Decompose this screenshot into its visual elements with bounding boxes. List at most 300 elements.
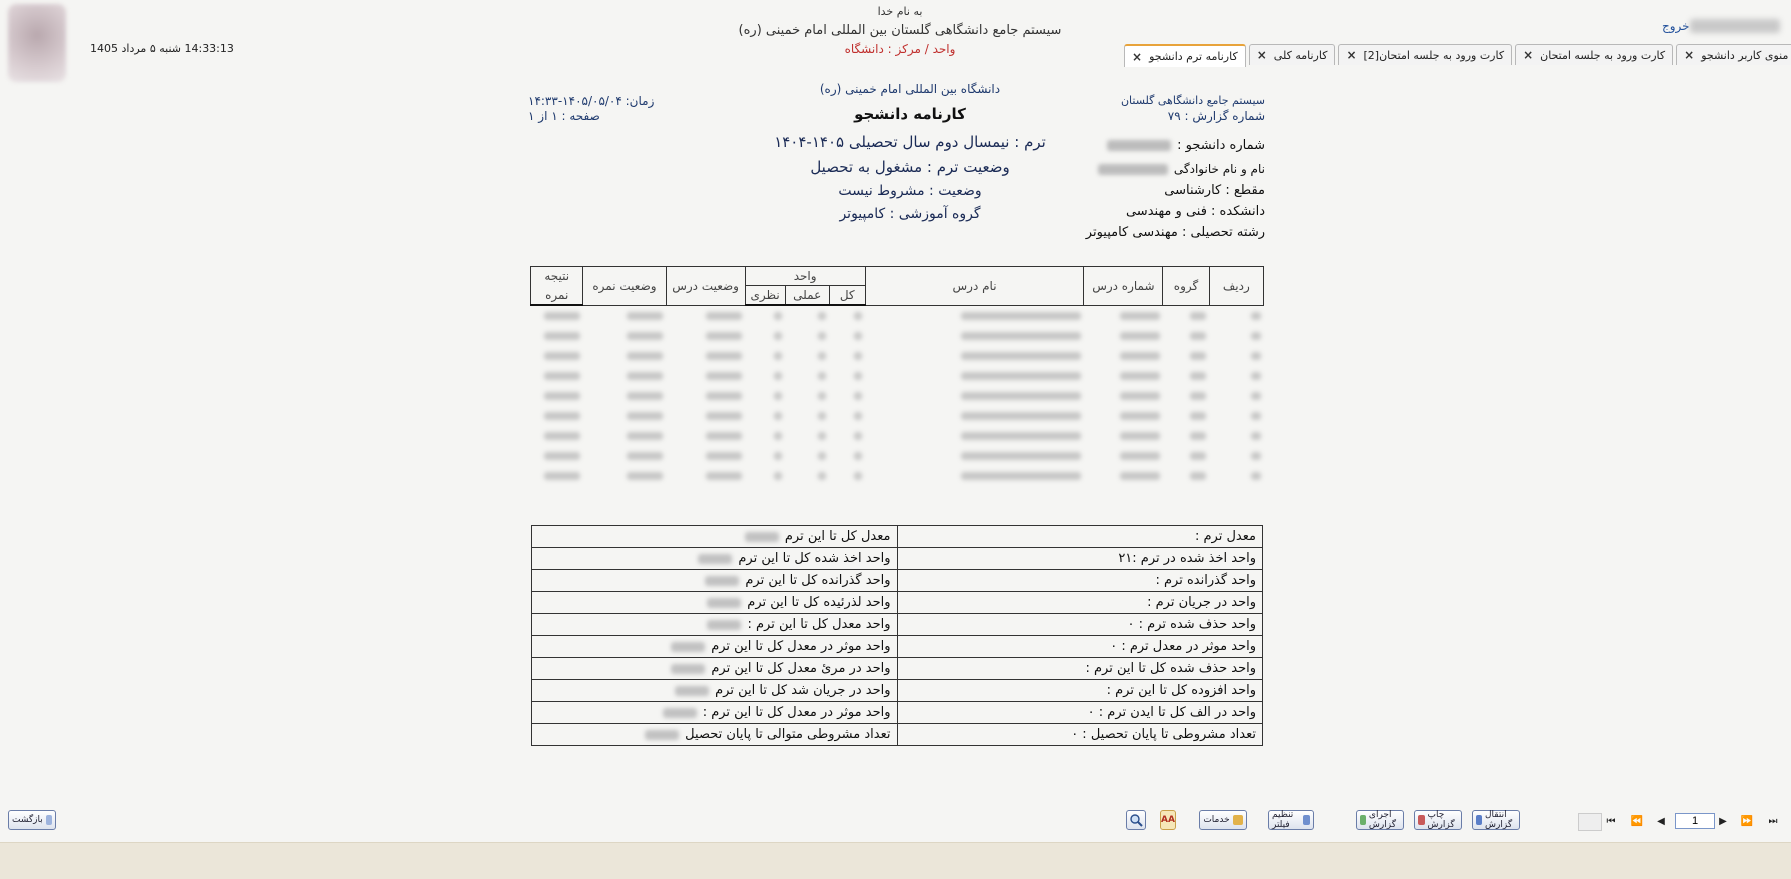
blurred-value <box>854 352 862 360</box>
run-report-button[interactable] <box>1356 810 1404 830</box>
col-unit: واحد <box>745 267 865 286</box>
student-number <box>1107 138 1265 153</box>
blurred-value <box>627 412 663 420</box>
table-cell <box>829 305 865 326</box>
blurred-value <box>544 432 580 440</box>
font-size-button[interactable] <box>1160 810 1176 830</box>
summary-row <box>532 724 1263 746</box>
term-info: ترم : نیمسال دوم سال تحصیلی ۱۴۰۵-۱۴۰۴ <box>774 133 1046 151</box>
summary-term-value: واحد حذف شده ترم : ۰ <box>897 614 1263 636</box>
blurred-value <box>706 412 742 420</box>
blurred-value <box>1120 472 1160 480</box>
blurred-value <box>544 392 580 400</box>
blurred-value <box>627 432 663 440</box>
summary-cumulative-label: تعداد مشروطی متوالی تا پایان تحصیل <box>685 727 891 742</box>
summary-table <box>531 525 1263 746</box>
status-bar <box>0 842 1791 879</box>
summary-term-value: واحد در جریان ترم : <box>897 592 1263 614</box>
blurred-value <box>1120 412 1160 420</box>
summary-cumulative-value <box>532 614 898 636</box>
table-cell <box>531 406 583 426</box>
summary-row <box>532 680 1263 702</box>
summary-row <box>532 548 1263 570</box>
table-cell <box>1084 305 1163 326</box>
table-cell <box>745 386 785 406</box>
student-name-blurred <box>1098 164 1168 175</box>
blurred-value <box>854 452 862 460</box>
summary-term-value: تعداد مشروطی تا پایان تحصیل : ۰ <box>897 724 1263 746</box>
summary-term-value: واحد موثر در معدل ترم : ۰ <box>897 636 1263 658</box>
table-cell <box>1163 346 1209 366</box>
blurred-value <box>706 352 742 360</box>
blurred-value <box>675 686 709 696</box>
table-cell <box>1084 426 1163 446</box>
blurred-value <box>818 412 826 420</box>
summary-cumulative-value <box>532 658 898 680</box>
blurred-value <box>671 664 705 674</box>
table-cell <box>583 386 666 406</box>
table-cell <box>666 406 745 426</box>
blurred-value <box>1120 352 1160 360</box>
table-cell <box>531 326 583 346</box>
table-cell <box>1209 406 1263 426</box>
table-cell <box>829 326 865 346</box>
student-number-blurred <box>1107 140 1171 151</box>
tab-student-menu[interactable] <box>1676 44 1791 65</box>
blurred-value <box>818 352 826 360</box>
blurred-value <box>1251 372 1261 380</box>
student-name-label: نام و نام خانوادگی <box>1173 162 1265 176</box>
tab-label: کارنامه ترم دانشجو <box>1149 50 1238 63</box>
report-title: کارنامه دانشجو <box>854 105 966 123</box>
blurred-value <box>961 332 1081 340</box>
tab-label: منوی کاربر دانشجو <box>1701 48 1789 62</box>
blurred-value <box>774 472 782 480</box>
blurred-value <box>1251 432 1261 440</box>
blurred-value <box>774 352 782 360</box>
print-label: چاپ گزارش <box>1427 810 1455 830</box>
table-cell <box>531 466 583 486</box>
col-grade: نمره <box>531 286 583 306</box>
summary-term-value: واحد اخذ شده در ترم :۲۱ <box>897 548 1263 570</box>
exit-link[interactable]: خروج <box>1662 19 1690 33</box>
blurred-value <box>706 392 742 400</box>
export-icon <box>1476 815 1482 825</box>
back-icon <box>46 815 52 825</box>
blurred-value <box>961 312 1081 320</box>
blurred-value <box>854 312 862 320</box>
table-row <box>531 346 1264 366</box>
blurred-value <box>774 452 782 460</box>
table-cell <box>829 366 865 386</box>
blurred-value <box>1251 332 1261 340</box>
blurred-value <box>1251 412 1261 420</box>
table-cell <box>531 346 583 366</box>
blurred-value <box>1251 352 1261 360</box>
table-cell <box>745 426 785 446</box>
report-time: زمان: ۱۴۰۵/۰۵/۰۴-۱۴:۳۳ <box>528 94 655 108</box>
services-icon <box>1233 815 1243 825</box>
summary-cumulative-value <box>532 592 898 614</box>
print-icon <box>1418 815 1425 825</box>
blurred-value <box>745 532 779 542</box>
table-cell <box>666 326 745 346</box>
table-cell <box>583 366 666 386</box>
blurred-value <box>544 352 580 360</box>
blurred-value <box>774 372 782 380</box>
export-button[interactable] <box>1472 810 1520 830</box>
col-unit-total: کل <box>829 286 865 306</box>
blurred-value <box>1120 432 1160 440</box>
blurred-value <box>645 730 679 740</box>
table-row <box>531 406 1264 426</box>
table-cell <box>583 446 666 466</box>
student-number-label: شماره دانشجو : <box>1177 138 1265 153</box>
back-button[interactable] <box>8 810 56 830</box>
blurred-value <box>854 412 862 420</box>
blurred-value <box>671 642 705 652</box>
blurred-value <box>774 412 782 420</box>
table-cell <box>1209 426 1263 446</box>
blurred-value <box>707 598 741 608</box>
col-unit-practical: عملی <box>785 286 829 306</box>
avatar <box>8 4 66 82</box>
header-center <box>700 2 1100 59</box>
summary-cumulative-value <box>532 680 898 702</box>
blurred-value <box>1190 452 1206 460</box>
table-cell <box>745 346 785 366</box>
table-cell <box>583 346 666 366</box>
table-row <box>531 446 1264 466</box>
blurred-value <box>818 312 826 320</box>
blurred-value <box>774 392 782 400</box>
table-cell <box>1163 326 1209 346</box>
col-result: نتیجه <box>531 267 583 286</box>
blurred-value <box>544 412 580 420</box>
blurred-value <box>1120 372 1160 380</box>
degree-level: مقطع : کارشناسی <box>1164 183 1265 198</box>
table-cell <box>745 466 785 486</box>
summary-row <box>532 636 1263 658</box>
system-title: سیستم جامع دانشگاهی گلستان بین المللی امام خمینی (ره) <box>738 23 1062 38</box>
col-course-name: نام درس <box>865 267 1084 306</box>
close-icon[interactable]: × <box>1132 49 1143 64</box>
user-name-blurred <box>1690 19 1780 33</box>
blurred-value <box>627 352 663 360</box>
table-cell <box>865 386 1084 406</box>
summary-term-value: واحد در الف کل تا ایدن ترم : ۰ <box>897 702 1263 724</box>
table-cell <box>531 386 583 406</box>
table-row <box>531 366 1264 386</box>
table-cell <box>745 305 785 326</box>
blurred-value <box>627 312 663 320</box>
table-cell <box>865 326 1084 346</box>
table-cell <box>666 426 745 446</box>
close-icon[interactable]: × <box>1346 48 1357 62</box>
blurred-value <box>544 452 580 460</box>
excel-icon <box>1360 815 1366 825</box>
summary-term-value: واحد افزوده کل تا این ترم : <box>897 680 1263 702</box>
blurred-value <box>961 452 1081 460</box>
probation-status: وضعیت : مشروط نیست <box>838 183 982 199</box>
page-number-input[interactable] <box>1675 813 1715 829</box>
blurred-value <box>818 372 826 380</box>
summary-cumulative-value <box>532 636 898 658</box>
blurred-value <box>706 432 742 440</box>
table-cell <box>785 305 829 326</box>
print-button[interactable] <box>1414 810 1462 830</box>
blurred-value <box>544 372 580 380</box>
table-cell <box>865 366 1084 386</box>
bismillah: به نام خدا <box>877 5 923 18</box>
table-cell <box>666 446 745 466</box>
close-icon[interactable]: × <box>1684 48 1695 62</box>
table-cell <box>583 466 666 486</box>
services-button[interactable] <box>1199 810 1247 830</box>
table-cell <box>531 446 583 466</box>
blurred-value <box>1190 352 1206 360</box>
blurred-value <box>818 432 826 440</box>
blurred-value <box>627 332 663 340</box>
table-cell <box>1084 446 1163 466</box>
blurred-value <box>1190 372 1206 380</box>
department: گروه آموزشی : کامپیوتر <box>839 206 981 222</box>
blurred-value <box>1190 412 1206 420</box>
table-cell <box>1163 386 1209 406</box>
table-cell <box>583 305 666 326</box>
blank-field <box>1578 813 1602 831</box>
blurred-value <box>961 432 1081 440</box>
back-label: بازگشت <box>12 815 43 825</box>
table-cell <box>1084 366 1163 386</box>
tab-label: کارت ورود به جلسه امتحان[2] <box>1363 48 1505 62</box>
summary-cumulative-label: واحد موثر در معدل کل تا این ترم <box>711 639 891 654</box>
blurred-value <box>544 332 580 340</box>
blurred-value <box>1251 452 1261 460</box>
font-icon: AA <box>1161 815 1175 825</box>
summary-cumulative-label: واحد موثر در معدل کل تا این ترم : <box>702 705 891 720</box>
next-page-icon[interactable]: ▶ <box>1719 815 1727 827</box>
major: رشته تحصیلی : مهندسی کامپیوتر <box>1085 225 1265 240</box>
blurred-value <box>627 452 663 460</box>
table-row <box>531 386 1264 406</box>
col-row: ردیف <box>1209 267 1263 306</box>
table-cell <box>865 426 1084 446</box>
zoom-button[interactable] <box>1126 810 1146 830</box>
summary-cumulative-label: واحد لذرئیده کل تا این ترم <box>747 595 891 610</box>
col-course-status: وضعیت درس <box>666 267 745 306</box>
table-cell <box>865 446 1084 466</box>
courses-table <box>530 266 1264 486</box>
term-status: وضعیت ترم : مشغول به تحصیل <box>810 158 1010 176</box>
col-grade-status: وضعیت نمره <box>583 267 666 306</box>
filter-button[interactable] <box>1268 810 1314 830</box>
col-group: گروه <box>1163 267 1209 306</box>
table-cell <box>1209 366 1263 386</box>
blurred-value <box>1190 332 1206 340</box>
blurred-value <box>774 432 782 440</box>
table-cell <box>785 466 829 486</box>
blurred-value <box>1251 312 1261 320</box>
table-row <box>531 326 1264 346</box>
table-cell <box>785 426 829 446</box>
magnifier-icon <box>1129 813 1143 827</box>
blurred-value <box>854 472 862 480</box>
table-cell <box>1084 466 1163 486</box>
table-cell <box>829 386 865 406</box>
tab-label: کارنامه کلی <box>1273 48 1328 62</box>
table-cell <box>531 366 583 386</box>
blurred-value <box>1120 392 1160 400</box>
blurred-value <box>774 332 782 340</box>
blurred-value <box>961 472 1081 480</box>
table-cell <box>865 406 1084 426</box>
summary-cumulative-label: معدل کل تا این ترم <box>784 529 891 544</box>
summary-cumulative-value <box>532 724 898 746</box>
prev-page-icon[interactable]: ◀ <box>1657 815 1665 827</box>
tab-exam-card[interactable] <box>1515 44 1673 65</box>
summary-cumulative-label: واحد در مرئ معدل کل تا این ترم <box>711 661 891 676</box>
blurred-value <box>1120 452 1160 460</box>
blurred-value <box>854 432 862 440</box>
blurred-value <box>698 554 732 564</box>
tab-term-transcript[interactable] <box>1124 44 1246 67</box>
table-cell <box>745 326 785 346</box>
close-icon[interactable]: × <box>1523 48 1534 62</box>
blurred-value <box>706 472 742 480</box>
summary-term-value: واحد حذف شده کل تا این ترم : <box>897 658 1263 680</box>
tab-bar <box>1124 44 1791 67</box>
table-cell <box>1209 386 1263 406</box>
table-cell <box>865 466 1084 486</box>
summary-row <box>532 702 1263 724</box>
table-cell <box>1163 406 1209 426</box>
header-datetime: 14:33:13 شنبه ۵ مرداد 1405 <box>90 42 234 55</box>
table-cell <box>865 346 1084 366</box>
first-page-icon[interactable]: ⏮ <box>1606 815 1616 827</box>
summary-row <box>532 592 1263 614</box>
blurred-value <box>818 332 826 340</box>
table-cell <box>745 406 785 426</box>
blurred-value <box>961 372 1081 380</box>
table-cell <box>1084 326 1163 346</box>
table-cell <box>1163 466 1209 486</box>
table-cell <box>666 366 745 386</box>
blurred-value <box>1120 332 1160 340</box>
blurred-value <box>1120 312 1160 320</box>
blurred-value <box>818 472 826 480</box>
table-cell <box>1163 426 1209 446</box>
table-cell <box>1209 466 1263 486</box>
summary-cumulative-value <box>532 526 898 548</box>
summary-term-value: معدل ترم : <box>897 526 1263 548</box>
blurred-value <box>774 312 782 320</box>
prev-block-icon[interactable]: ⏪ <box>1630 815 1644 827</box>
run-report-label: اجرای گزارش <box>1368 810 1397 830</box>
table-cell <box>785 406 829 426</box>
table-cell <box>785 446 829 466</box>
table-cell <box>829 446 865 466</box>
summary-row <box>532 614 1263 636</box>
blurred-value <box>544 312 580 320</box>
blurred-value <box>706 312 742 320</box>
table-cell <box>1084 406 1163 426</box>
summary-cumulative-label: واحد در جریان شد کل تا این ترم <box>715 683 891 698</box>
blurred-value <box>544 472 580 480</box>
blurred-value <box>707 620 741 630</box>
blurred-value <box>705 576 739 586</box>
table-cell <box>583 406 666 426</box>
table-cell <box>1209 326 1263 346</box>
blurred-value <box>854 332 862 340</box>
summary-cumulative-value <box>532 702 898 724</box>
next-block-icon[interactable]: ⏩ <box>1740 815 1754 827</box>
blurred-value <box>706 372 742 380</box>
tab-exam-card-2[interactable] <box>1338 44 1512 65</box>
table-cell <box>583 326 666 346</box>
table-row <box>531 305 1264 326</box>
table-cell <box>745 446 785 466</box>
table-cell <box>666 466 745 486</box>
table-cell <box>1084 346 1163 366</box>
col-course-no: شماره درس <box>1084 267 1163 306</box>
blurred-value <box>1251 472 1261 480</box>
student-name <box>1098 162 1265 176</box>
table-cell <box>666 386 745 406</box>
blurred-value <box>627 372 663 380</box>
table-cell <box>785 326 829 346</box>
summary-row <box>532 570 1263 592</box>
summary-term-value: واحد گذرانده ترم : <box>897 570 1263 592</box>
blurred-value <box>706 332 742 340</box>
table-cell <box>1084 386 1163 406</box>
university-name: دانشگاه بین المللی امام خمینی (ره) <box>819 82 1001 96</box>
table-cell <box>1163 366 1209 386</box>
col-unit-theory: نظری <box>745 286 785 306</box>
summary-cumulative-value <box>532 548 898 570</box>
unit-center: واحد / مرکز : دانشگاه <box>844 42 956 56</box>
table-cell <box>1163 446 1209 466</box>
blurred-value <box>818 452 826 460</box>
table-cell <box>829 426 865 446</box>
table-cell <box>785 386 829 406</box>
report-number: شماره گزارش : ۷۹ <box>1167 109 1265 123</box>
filter-label: تنظیم فیلتر <box>1272 810 1294 830</box>
table-row <box>531 426 1264 446</box>
table-cell <box>745 366 785 386</box>
summary-cumulative-label: واحد گذرانده کل تا این ترم <box>745 573 891 588</box>
last-page-icon[interactable]: ⏭ <box>1768 815 1778 827</box>
table-cell <box>829 346 865 366</box>
tab-label: کارت ورود به جلسه امتحان <box>1540 48 1666 62</box>
table-cell <box>829 466 865 486</box>
filter-icon <box>1303 815 1310 825</box>
blurred-value <box>818 392 826 400</box>
table-cell <box>531 426 583 446</box>
summary-row <box>532 526 1263 548</box>
table-cell <box>1209 446 1263 466</box>
table-cell <box>785 366 829 386</box>
summary-cumulative-label: واحد معدل کل تا این ترم : <box>747 617 891 632</box>
report-page: صفحه : ۱ از ۱ <box>528 109 600 123</box>
table-cell <box>785 346 829 366</box>
system-name: سیستم جامع دانشگاهی گلستان <box>1120 94 1265 107</box>
export-label: انتقال گزارش <box>1485 810 1513 830</box>
faculty: دانشکده : فنی و مهندسی <box>1125 204 1265 219</box>
blurred-value <box>1190 392 1206 400</box>
tab-overall-transcript[interactable] <box>1249 44 1336 65</box>
close-icon[interactable]: × <box>1256 48 1267 62</box>
